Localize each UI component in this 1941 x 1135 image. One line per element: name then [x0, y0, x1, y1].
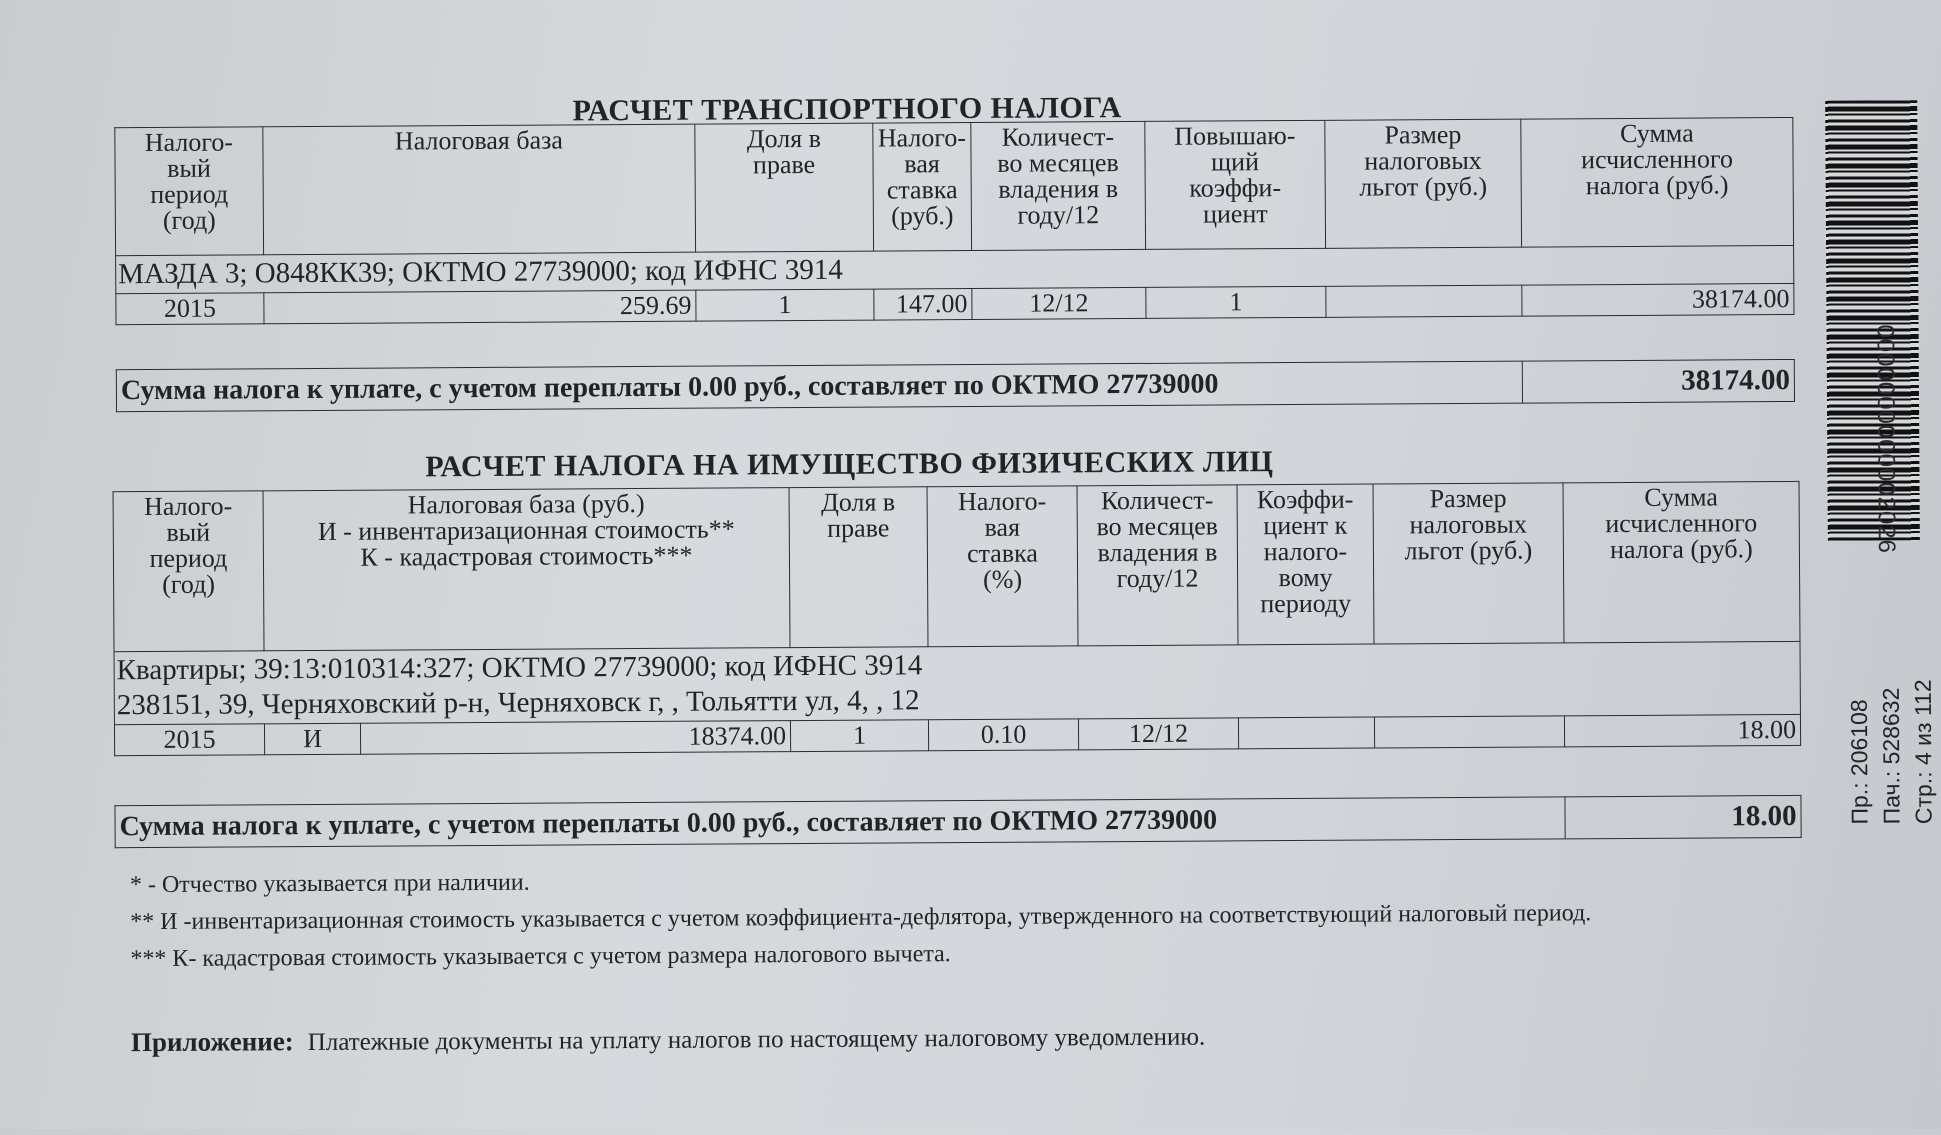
- header-sum: Сумма исчисленного налога (руб.): [1563, 481, 1800, 642]
- cell-tax-base: 259.69: [264, 290, 696, 324]
- cell-year: 2015: [116, 293, 264, 325]
- cell-benefits: [1326, 285, 1522, 317]
- property-tax-table: [113, 481, 1802, 756]
- property-total-label: Сумма налога к уплате, с учетом переплаты 0.00 руб., составляет по ОКТМО 27739000: [115, 797, 1565, 848]
- header-tax-base: Налоговая база (руб.) И - инвентаризационная стоимость** К - кадастровая стоимость***: [263, 488, 790, 651]
- cell-rate: 0.10: [928, 719, 1078, 751]
- page-counter: Стр.: 4 из 112: [1909, 679, 1937, 825]
- cell-months: 12/12: [972, 287, 1146, 319]
- cell-base-type: И: [264, 723, 360, 755]
- header-share: Доля в праве: [789, 487, 928, 648]
- header-period: Налого- вый период (год): [115, 127, 264, 256]
- batch-info: [1843, 679, 1940, 824]
- barcode-number: 0000000000002026: [1871, 324, 1900, 555]
- transport-total-table: [116, 359, 1795, 412]
- property-total-amount: 18.00: [1565, 795, 1801, 838]
- property-header-row: [113, 481, 1800, 651]
- header-months: Количест- во месяцев владения в году/12: [971, 121, 1146, 250]
- property-address-line: 238151, 39, Черняховский р-н, Черняховск г, , Тольятти ул, 4, , 12: [116, 684, 920, 722]
- cell-share: 1: [790, 720, 928, 752]
- transport-total-label: Сумма налога к уплате, с учетом переплаты 0.00 руб., составляет по ОКТМО 27739000: [116, 361, 1522, 412]
- cell-sum: 38174.00: [1522, 283, 1794, 316]
- header-benefits: Размер налоговых льгот (руб.): [1373, 483, 1564, 644]
- cell-year: 2015: [114, 724, 264, 756]
- property-tax-title: РАСЧЕТ НАЛОГА НА ИМУЩЕСТВО ФИЗИЧЕСКИХ ЛИЦ: [425, 445, 1274, 484]
- transport-tax-title: РАСЧЕТ ТРАНСПОРТНОГО НАЛОГА: [572, 91, 1122, 128]
- tax-notice-page: [17, 0, 1937, 1135]
- header-share: Доля в праве: [695, 123, 874, 252]
- header-rate: Налого- вая ставка (руб.): [873, 122, 972, 251]
- header-coefficient: Коэффи- циент к налого- вому периоду: [1237, 484, 1374, 645]
- header-coefficient: Повышаю- щий коэффи- циент: [1145, 120, 1326, 249]
- appendix-line: [131, 1021, 1206, 1059]
- transport-total-amount: 38174.00: [1522, 359, 1794, 403]
- property-cadastral-line: Квартиры; 39:13:010314:327; ОКТМО 27739000; код ИФНС 3914: [116, 649, 923, 687]
- transport-tax-table: [114, 117, 1794, 325]
- cell-coefficient: [1238, 717, 1374, 749]
- batch-pach: Пач.: 528632: [1877, 687, 1905, 825]
- cell-tax-base: 18374.00: [360, 721, 790, 755]
- cell-share: 1: [696, 289, 874, 321]
- appendix-label: Приложение:: [130, 1026, 294, 1058]
- property-description: [114, 641, 1800, 724]
- footnotes: [130, 861, 1751, 981]
- cell-sum: 18.00: [1564, 714, 1800, 746]
- transport-header-row: [115, 117, 1794, 255]
- header-benefits: Размер налоговых льгот (руб.): [1325, 119, 1522, 248]
- footnote-patronymic: * - Отчество указывается при наличии.: [129, 869, 530, 899]
- cell-months: 12/12: [1078, 718, 1238, 750]
- footnote-inventory-value: ** И -инвентаризационная стоимость указывается с учетом коэффициента-дефлятора, утвержденного на соответствующий налоговый период.: [130, 900, 1592, 935]
- header-tax-base: Налоговая база: [263, 124, 696, 255]
- vehicle-description: МАЗДА 3; О848КК39; ОКТМО 27739000; код ИФНС 3914: [116, 245, 1794, 293]
- cell-rate: 147.00: [874, 288, 972, 320]
- header-sum: Сумма исчисленного налога (руб.): [1521, 117, 1794, 247]
- header-period: Налого- вый период (год): [113, 491, 264, 652]
- property-total-table: [114, 795, 1801, 848]
- header-rate: Налого- вая ставка (%): [927, 486, 1078, 647]
- batch-pr: Пр.: 206108: [1845, 699, 1873, 825]
- property-object-row: [114, 641, 1800, 724]
- header-months: Количест- во месяцев владения в году/12: [1077, 485, 1238, 646]
- footnote-cadastral-value: *** К- кадастровая стоимость указывается с учетом размера налогового вычета.: [130, 940, 951, 972]
- appendix-text: Платежные документы на уплату налогов по настоящему налоговому уведомлению.: [307, 1023, 1206, 1057]
- cell-benefits: [1374, 716, 1564, 748]
- cell-coefficient: 1: [1146, 286, 1326, 318]
